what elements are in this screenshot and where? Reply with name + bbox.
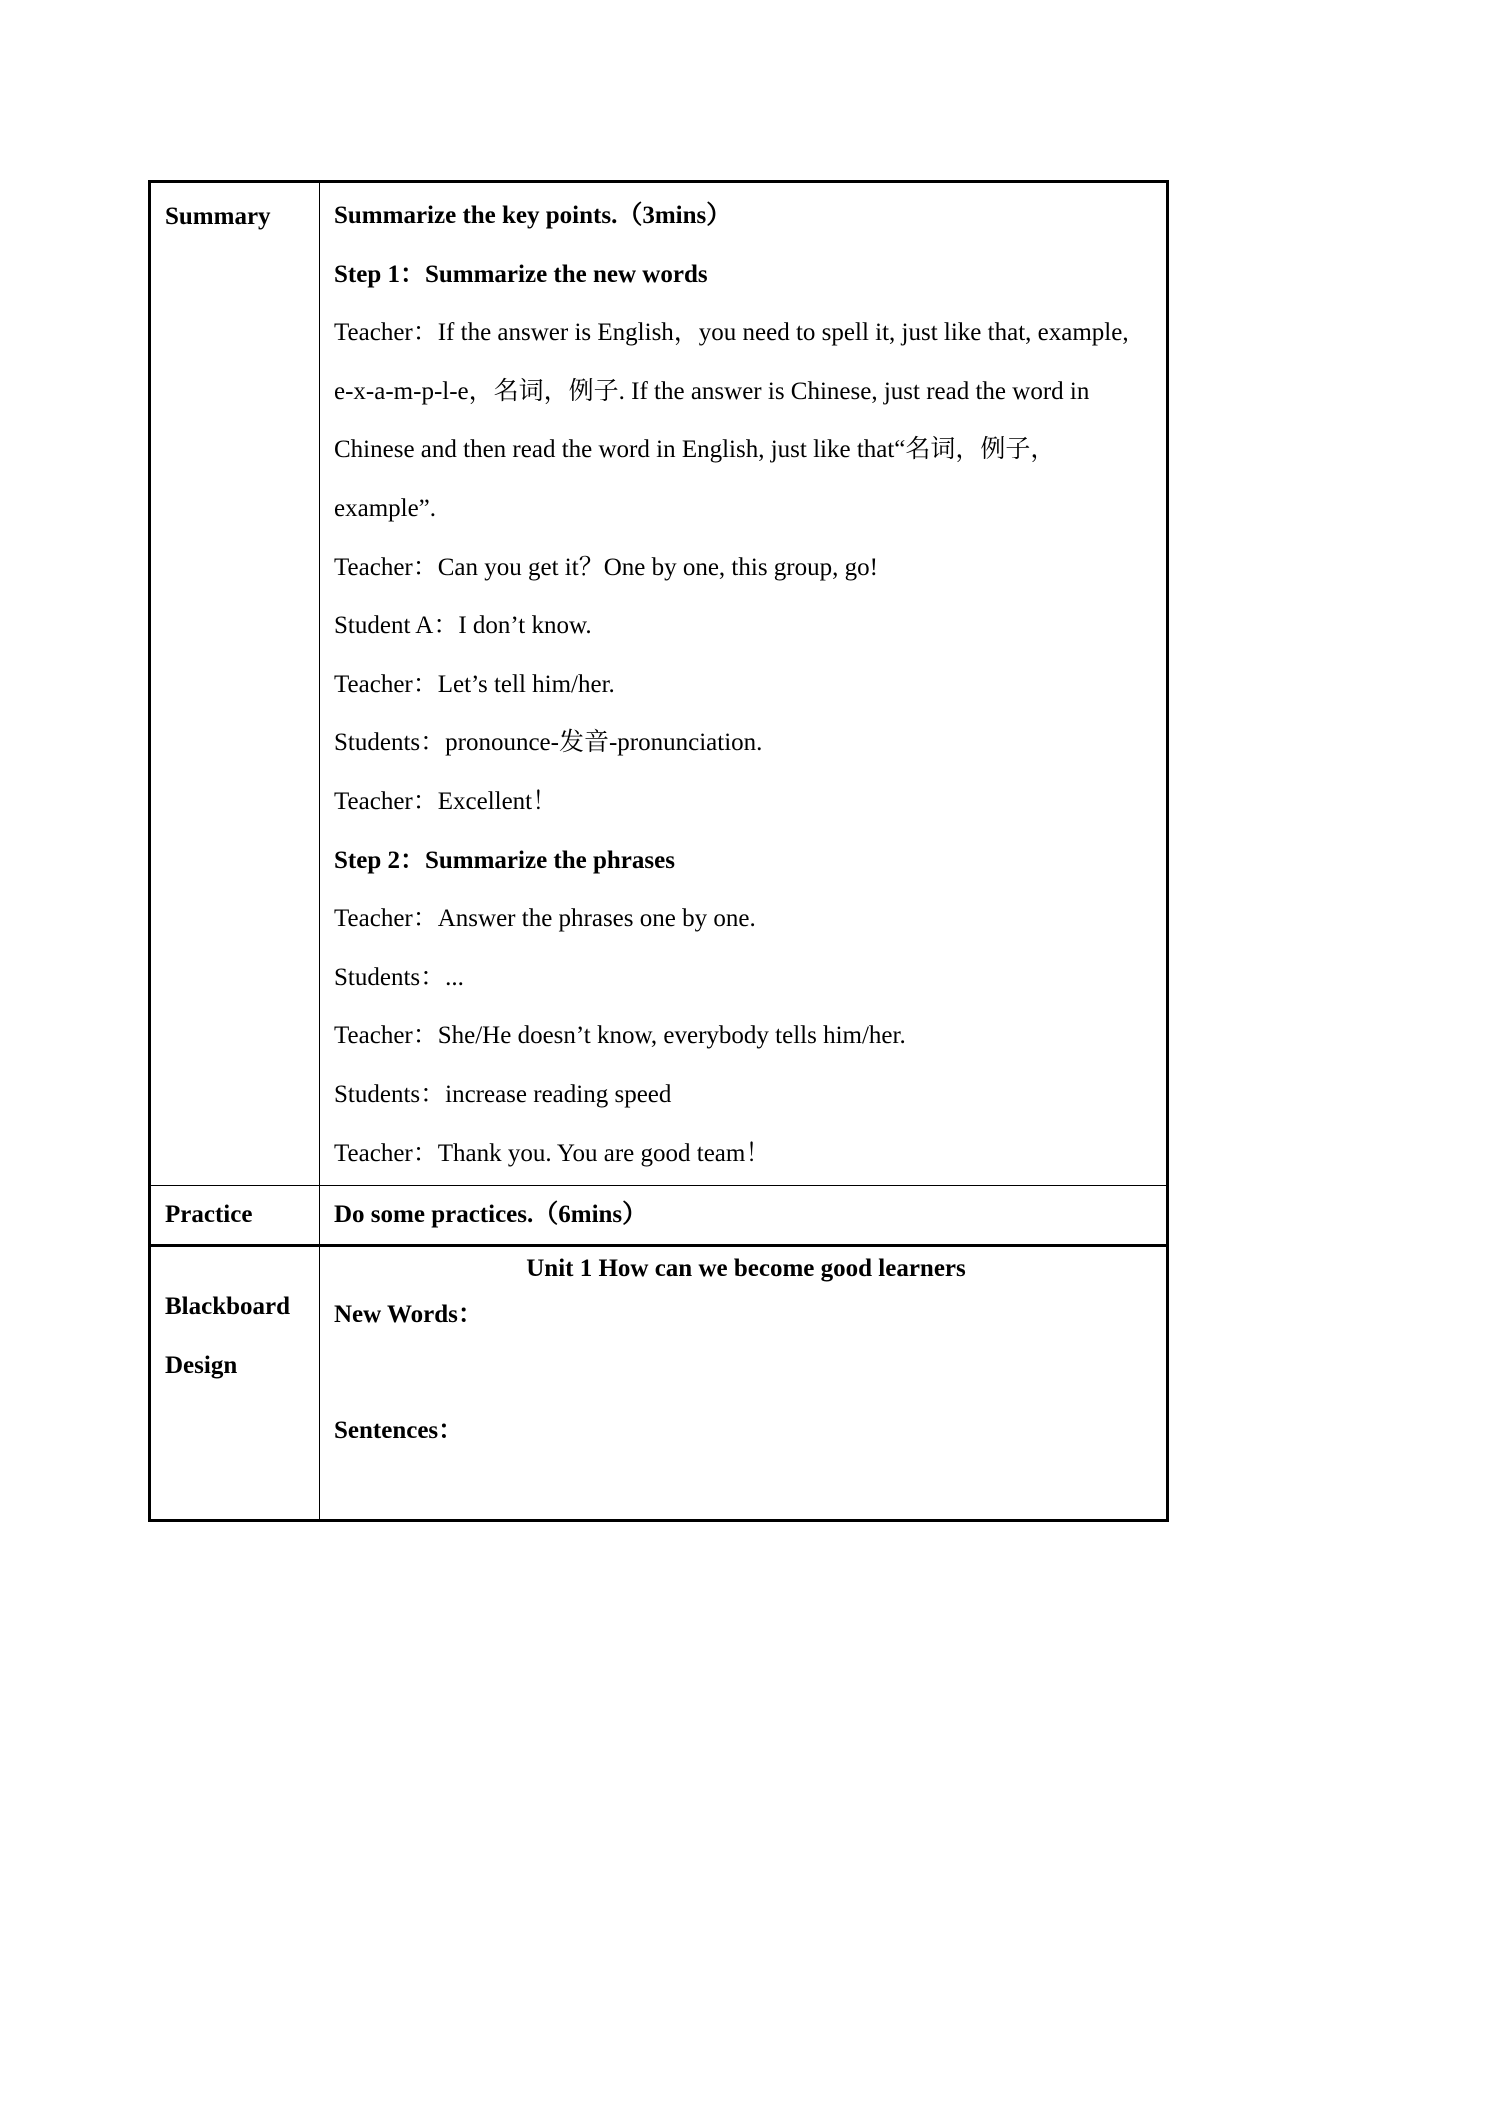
blackboard-label-line2: Design [165,1352,238,1380]
practice-label: Practice [165,1201,253,1229]
summary-line: Students：... [334,963,464,991]
practice-content: Do some practices.（6mins） [334,1201,648,1229]
summary-line: Student A：I don’t know. [334,612,592,640]
summary-line: Chinese and then read the word in English, just like that“名词，例子， [334,436,1056,464]
summary-line: Teacher：Can you get it？One by one, this group, go! [334,553,878,581]
new-words-label: New Words： [334,1301,483,1329]
summary-line: Teacher：Let’s tell him/her. [334,670,615,698]
blackboard-content-cell [320,1246,1168,1521]
lesson-plan-table [148,180,1169,1522]
practice-content-cell [320,1186,1168,1246]
summary-label-cell [150,182,320,1186]
summary-line: Teacher：Excellent！ [334,787,558,815]
practice-label-cell [150,1186,320,1246]
blackboard-label-cell [150,1246,320,1521]
step2-heading: Step 2：Summarize the phrases [334,846,675,874]
summary-line: Students：increase reading speed [334,1080,672,1108]
summary-row [150,182,1168,1186]
step1-heading: Step 1：Summarize the new words [334,260,708,288]
blackboard-row [150,1246,1168,1521]
summary-content-cell [320,182,1168,1186]
summary-line: e-x-a-m-p-l-e，名词，例子. If the answer is Chinese, just read the word in [334,377,1090,405]
summary-line: Teacher：If the answer is English，you need to spell it, just like that, example, [334,319,1129,347]
summary-line: Teacher：She/He doesn’t know, everybody tells him/her. [334,1022,906,1050]
blackboard-title: Unit 1 How can we become good learners [526,1255,966,1283]
summary-line: Teacher：Answer the phrases one by one. [334,905,756,933]
summary-line: Teacher：Thank you. You are good team！ [334,1139,771,1167]
practice-row [150,1186,1168,1246]
summary-heading: Summarize the key points.（3mins） [334,202,732,229]
sentences-label: Sentences： [334,1417,464,1445]
summary-line: example”. [334,494,437,522]
new-words-space [334,1339,1158,1407]
summary-line: Students：pronounce-发音-pronunciation. [334,729,763,757]
blackboard-label-line1: Blackboard [165,1293,291,1321]
summary-label: Summary [165,203,271,230]
